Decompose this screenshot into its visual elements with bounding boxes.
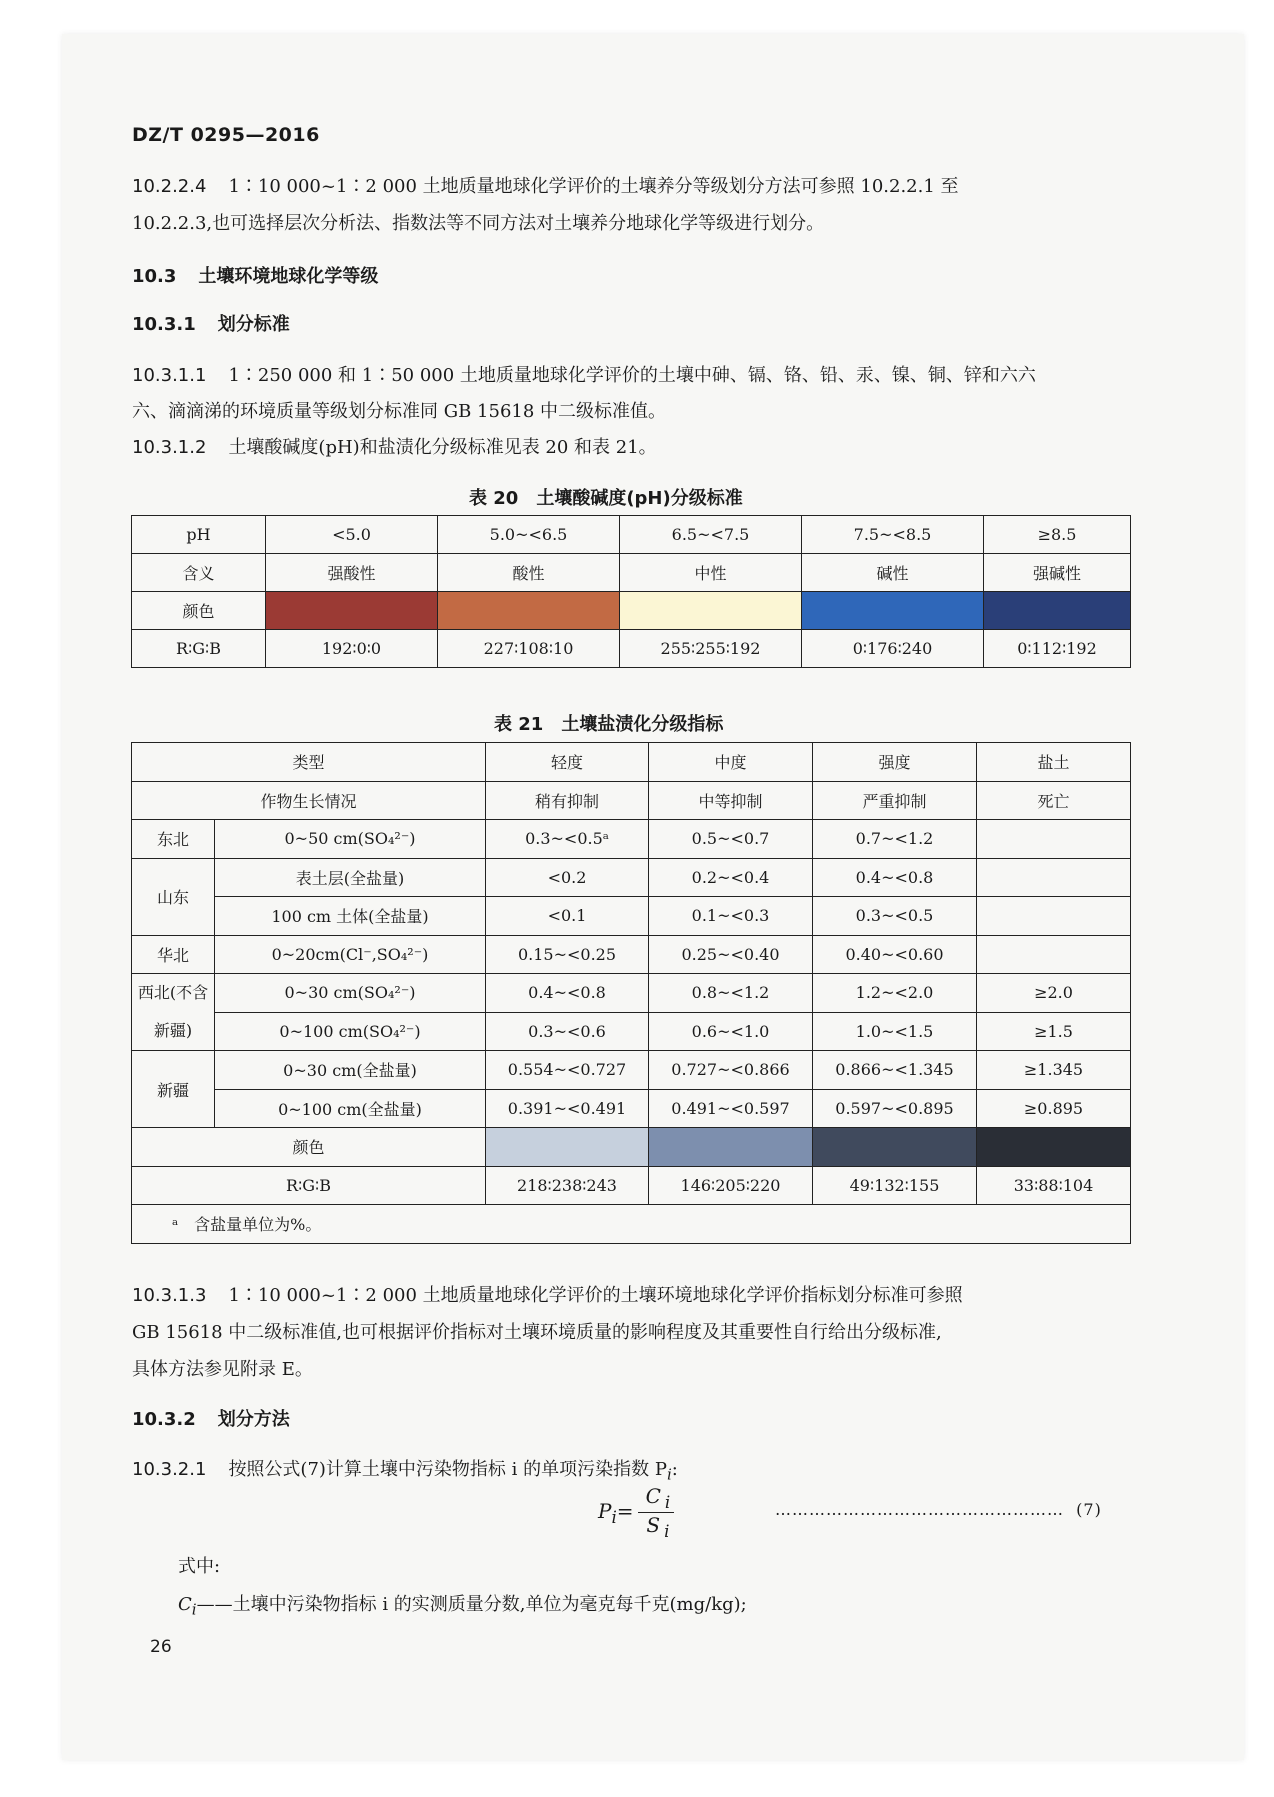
item-cell: 0~30 cm(全盐量) bbox=[215, 1051, 486, 1090]
table-row bbox=[132, 935, 1131, 974]
where-label: 式中: bbox=[178, 1556, 221, 1577]
table-cell: R∶G∶B bbox=[132, 1166, 486, 1205]
table-cell: 33∶88∶104 bbox=[977, 1166, 1131, 1205]
table-cell: 146∶205∶220 bbox=[649, 1166, 813, 1205]
paragraph-10-3-1-2: 10.3.1.2 土壤酸碱度(pH)和盐渍化分级标准见表 20 和表 21。 bbox=[132, 437, 657, 458]
table-row bbox=[132, 858, 1131, 897]
table-cell: 0.391~<0.491 bbox=[486, 1089, 649, 1128]
table-cell: 颜色 bbox=[132, 592, 266, 630]
paragraph-10-2-2-4: 10.2.2.4 1∶10 000~1∶2 000 土地质量地球化学评价的土壤养分等级划分方法可参照 10.2.2.1 至 bbox=[132, 176, 959, 197]
table-cell bbox=[977, 897, 1131, 936]
table-cell: 碱性 bbox=[802, 554, 984, 592]
formula-leader: …………………………………………… (7) bbox=[775, 1500, 1102, 1519]
table-cell: 5.0~<6.5 bbox=[438, 516, 620, 554]
page-number: 26 bbox=[150, 1637, 172, 1657]
table-cell: 1.0~<1.5 bbox=[813, 1012, 977, 1051]
table-cell bbox=[977, 820, 1131, 859]
table-row bbox=[132, 1166, 1131, 1205]
paragraph-10-3-2-1: 10.3.2.1 按照公式(7)计算土壤中污染物指标 i 的单项污染指数 $P_i$: bbox=[132, 1459, 678, 1484]
region-cell: 山东 bbox=[132, 858, 215, 935]
table-cell: 49∶132∶155 bbox=[813, 1166, 977, 1205]
table-cell: ≥2.0 bbox=[977, 974, 1131, 1013]
table-header-cell: 中等抑制 bbox=[649, 781, 813, 820]
table-20-ph-grading bbox=[131, 515, 1131, 668]
paragraph-10-3-1-3-cont: GB 15618 中二级标准值,也可根据评价指标对土壤环境质量的影响程度及其重要性自行给出分级标准, bbox=[132, 1322, 942, 1343]
item-cell: 0~50 cm(SO₄²⁻) bbox=[215, 820, 486, 859]
table-cell: 强酸性 bbox=[266, 554, 438, 592]
table-header-cell: 死亡 bbox=[977, 781, 1131, 820]
table-cell: 7.5~<8.5 bbox=[802, 516, 984, 554]
table-header-cell: 类型 bbox=[132, 743, 486, 782]
standard-code-header: DZ/T 0295—2016 bbox=[132, 124, 320, 146]
table-cell: 0.4~<0.8 bbox=[486, 974, 649, 1013]
formula-fraction: $\frac{C _i}{S _i}$ bbox=[638, 1484, 675, 1541]
table-cell: 0.40~<0.60 bbox=[813, 935, 977, 974]
table-cell: 中性 bbox=[620, 554, 802, 592]
table-row bbox=[132, 743, 1131, 782]
table-cell: 1.2~<2.0 bbox=[813, 974, 977, 1013]
item-cell: 0~30 cm(SO₄²⁻) bbox=[215, 974, 486, 1013]
color-swatch-moderate bbox=[649, 1128, 813, 1167]
paragraph-10-3-1-1: 10.3.1.1 1∶250 000 和 1∶50 000 土地质量地球化学评价的土壤中砷、镉、铬、铅、汞、镍、铜、锌和六六 bbox=[132, 365, 1036, 386]
color-swatch-strong bbox=[813, 1128, 977, 1167]
table-cell: 227∶108∶10 bbox=[438, 630, 620, 668]
region-cell: 华北 bbox=[132, 935, 215, 974]
item-cell: 0~100 cm(SO₄²⁻) bbox=[215, 1012, 486, 1051]
table-row bbox=[132, 516, 1131, 554]
item-cell: 0~100 cm(全盐量) bbox=[215, 1089, 486, 1128]
table-cell bbox=[977, 935, 1131, 974]
color-swatch-saline-soil bbox=[977, 1128, 1131, 1167]
table-cell: 0.2~<0.4 bbox=[649, 858, 813, 897]
definition-ci: $C_i——$土壤中污染物指标 i 的实测质量分数,单位为毫克每千克(mg/kg); bbox=[178, 1594, 747, 1619]
table-cell: 颜色 bbox=[132, 1128, 486, 1167]
table-cell: 强碱性 bbox=[984, 554, 1131, 592]
section-10-3-2-heading: 10.3.2 划分方法 bbox=[132, 1409, 290, 1430]
table-cell: 含义 bbox=[132, 554, 266, 592]
table-row bbox=[132, 592, 1131, 630]
table-cell: 192∶0∶0 bbox=[266, 630, 438, 668]
formula-7: $P_i=$ $\frac{C _i}{S _i}$ bbox=[598, 1484, 674, 1541]
table-cell: R∶G∶B bbox=[132, 630, 266, 668]
region-cell: 西北(不含新疆) bbox=[132, 974, 215, 1051]
table-row bbox=[132, 1128, 1131, 1167]
table-cell: 255∶255∶192 bbox=[620, 630, 802, 668]
table-cell: ≥8.5 bbox=[984, 516, 1131, 554]
table-cell bbox=[977, 858, 1131, 897]
color-swatch-acid bbox=[438, 592, 620, 630]
section-10-3-heading: 10.3 土壤环境地球化学等级 bbox=[132, 266, 379, 287]
table-cell: <0.1 bbox=[486, 897, 649, 936]
table-cell: 0.3~<0.6 bbox=[486, 1012, 649, 1051]
table-row bbox=[132, 820, 1131, 859]
table-cell: 218∶238∶243 bbox=[486, 1166, 649, 1205]
item-cell: 0~20cm(Cl⁻,SO₄²⁻) bbox=[215, 935, 486, 974]
table-cell: 0.6~<1.0 bbox=[649, 1012, 813, 1051]
table-row bbox=[132, 1012, 1131, 1051]
table-cell: 0.25~<0.40 bbox=[649, 935, 813, 974]
table-cell: 0.4~<0.8 bbox=[813, 858, 977, 897]
table-cell: 0.597~<0.895 bbox=[813, 1089, 977, 1128]
region-cell: 新疆 bbox=[132, 1051, 215, 1128]
formula-number: (7) bbox=[1076, 1500, 1102, 1519]
table-header-cell: 轻度 bbox=[486, 743, 649, 782]
table-row bbox=[132, 554, 1131, 592]
paragraph-10-3-1-3: 10.3.1.3 1∶10 000~1∶2 000 土地质量地球化学评价的土壤环境地球化学评价指标划分标准可参照 bbox=[132, 1285, 963, 1306]
table-cell: 0.1~<0.3 bbox=[649, 897, 813, 936]
item-cell: 100 cm 土体(全盐量) bbox=[215, 897, 486, 936]
table-row bbox=[132, 897, 1131, 936]
table-header-cell: 盐土 bbox=[977, 743, 1131, 782]
table-row bbox=[132, 1205, 1131, 1244]
table-row bbox=[132, 630, 1131, 668]
table-header-cell: 严重抑制 bbox=[813, 781, 977, 820]
table-cell: 0.7~<1.2 bbox=[813, 820, 977, 859]
color-swatch-strong-acid bbox=[266, 592, 438, 630]
table-cell: <5.0 bbox=[266, 516, 438, 554]
table-header-cell: 稍有抑制 bbox=[486, 781, 649, 820]
item-cell: 表土层(全盐量) bbox=[215, 858, 486, 897]
table-cell: 酸性 bbox=[438, 554, 620, 592]
table-cell: ≥1.5 bbox=[977, 1012, 1131, 1051]
table-cell: 6.5~<7.5 bbox=[620, 516, 802, 554]
table-cell: ≥0.895 bbox=[977, 1089, 1131, 1128]
table-header-cell: 强度 bbox=[813, 743, 977, 782]
color-swatch-alkaline bbox=[802, 592, 984, 630]
table-cell: 0∶112∶192 bbox=[984, 630, 1131, 668]
table-21-title: 表 21 土壤盐渍化分级指标 bbox=[494, 714, 724, 735]
table-row bbox=[132, 1051, 1131, 1090]
table-cell: 0.866~<1.345 bbox=[813, 1051, 977, 1090]
table-cell: ≥1.345 bbox=[977, 1051, 1131, 1090]
section-10-3-1-heading: 10.3.1 划分标准 bbox=[132, 314, 290, 335]
table-cell: 0.8~<1.2 bbox=[649, 974, 813, 1013]
region-cell: 东北 bbox=[132, 820, 215, 859]
table-cell: 0.554~<0.727 bbox=[486, 1051, 649, 1090]
color-swatch-neutral bbox=[620, 592, 802, 630]
table-cell: 0.5~<0.7 bbox=[649, 820, 813, 859]
table-row bbox=[132, 1089, 1131, 1128]
paragraph-10-3-1-1-cont: 六、滴滴涕的环境质量等级划分标准同 GB 15618 中二级标准值。 bbox=[132, 401, 667, 422]
table-row bbox=[132, 781, 1131, 820]
table-footnote: ᵃ 含盐量单位为%。 bbox=[132, 1205, 1131, 1244]
table-cell: 0.15~<0.25 bbox=[486, 935, 649, 974]
table-header-cell: 中度 bbox=[649, 743, 813, 782]
table-cell: 0.3~<0.5 bbox=[813, 897, 977, 936]
table-cell: 0∶176∶240 bbox=[802, 630, 984, 668]
table-cell: 0.727~<0.866 bbox=[649, 1051, 813, 1090]
color-swatch-mild bbox=[486, 1128, 649, 1167]
table-header-cell: 作物生长情况 bbox=[132, 781, 486, 820]
table-cell: 0.491~<0.597 bbox=[649, 1089, 813, 1128]
table-cell: pH bbox=[132, 516, 266, 554]
color-swatch-strong-alkaline bbox=[984, 592, 1131, 630]
paragraph-10-3-1-3-cont2: 具体方法参见附录 E。 bbox=[132, 1359, 313, 1380]
table-row bbox=[132, 974, 1131, 1013]
table-20-title: 表 20 土壤酸碱度(pH)分级标准 bbox=[469, 488, 743, 509]
table-cell: 0.3~<0.5ᵃ bbox=[486, 820, 649, 859]
table-cell: <0.2 bbox=[486, 858, 649, 897]
table-21-salinization-grading bbox=[131, 742, 1131, 1244]
paragraph-10-2-2-4-cont: 10.2.2.3,也可选择层次分析法、指数法等不同方法对土壤养分地球化学等级进行划分。 bbox=[132, 213, 825, 234]
